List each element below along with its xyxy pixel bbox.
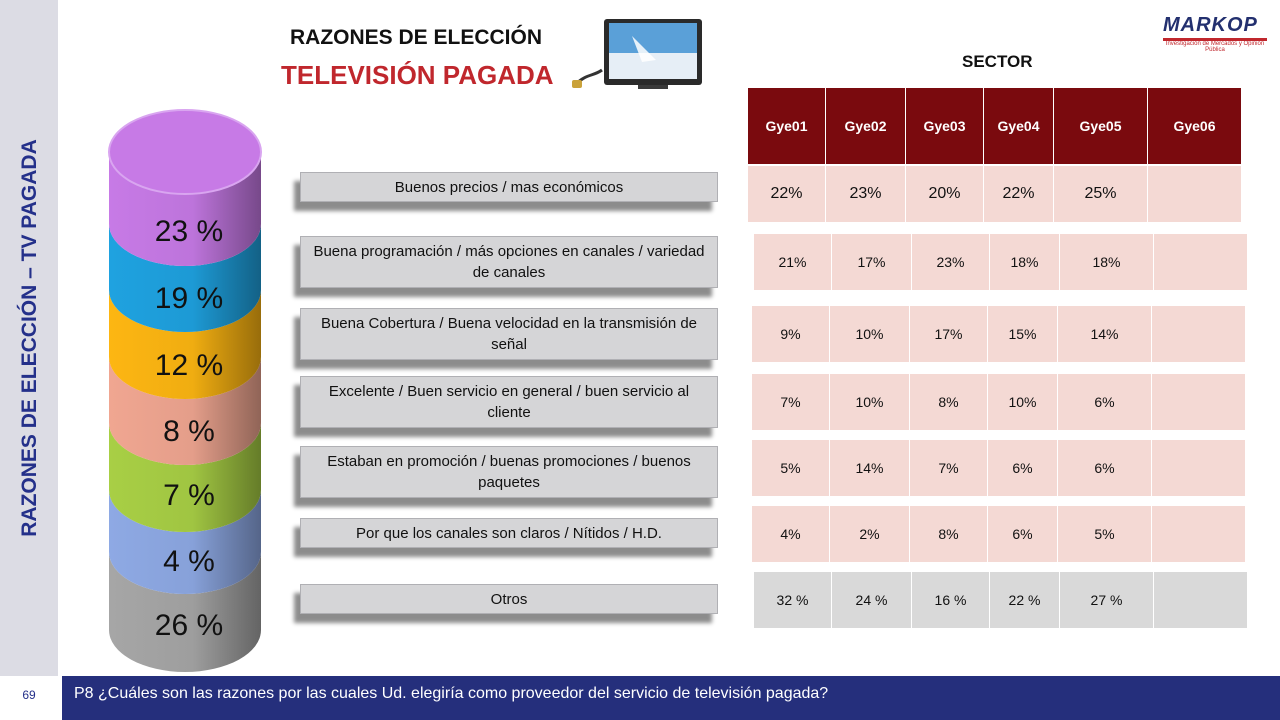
table-cell: 18%: [990, 234, 1060, 290]
reason-box: Estaban en promoción / buenas promociones / buenos paquetes: [300, 446, 718, 498]
table-cell: [1152, 374, 1246, 430]
table-cell: 20%: [906, 166, 984, 222]
table-cell: 2%: [830, 506, 910, 562]
table-cell: 6%: [988, 506, 1058, 562]
table-cell: 16 %: [912, 572, 990, 628]
cylinder-label-4: 8 %: [163, 415, 215, 448]
logo-subtitle: Investigación de Mercados y Opinión Pública: [1165, 41, 1265, 53]
column-header: Gye01: [748, 88, 826, 164]
reason-box: Buena Cobertura / Buena velocidad en la transmisión de señal: [300, 308, 718, 360]
reason-box: Excelente / Buen servicio en general / buen servicio al cliente: [300, 376, 718, 428]
page-title-line1: RAZONES DE ELECCIÓN: [290, 26, 543, 49]
table-row: [752, 506, 1246, 562]
column-header: Gye06: [1148, 88, 1242, 164]
table-cell: 32 %: [754, 572, 832, 628]
table-cell: 25%: [1054, 166, 1148, 222]
table-cell: 7%: [910, 440, 988, 496]
table-cell: 10%: [988, 374, 1058, 430]
table-cell: 6%: [1058, 374, 1152, 430]
table-cell: [1152, 306, 1246, 362]
table-cell: 8%: [910, 506, 988, 562]
table-cell: 15%: [988, 306, 1058, 362]
table-cell: [1152, 506, 1246, 562]
table-cell: 24 %: [832, 572, 912, 628]
reason-box: Por que los canales son claros / Nítidos / H.D.: [300, 518, 718, 548]
table-cell: 23%: [826, 166, 906, 222]
cylinder-label-6: 4 %: [163, 545, 215, 578]
table-cell: 21%: [754, 234, 832, 290]
table-cell: [1154, 572, 1248, 628]
table-cell: [1148, 166, 1242, 222]
table-cell: 23%: [912, 234, 990, 290]
table-cell: 14%: [1058, 306, 1152, 362]
page-title-line2: TELEVISIÓN PAGADA: [281, 60, 554, 90]
cylinder-label-3: 12 %: [154, 349, 224, 382]
page-number: 69: [22, 688, 36, 702]
column-header: Gye02: [826, 88, 906, 164]
table-cell: 4%: [752, 506, 830, 562]
table-cell: 5%: [752, 440, 830, 496]
table-row: [754, 572, 1248, 628]
table-cell: 22%: [748, 166, 826, 222]
table-cell: [1152, 440, 1246, 496]
cylinder-label-5: 7 %: [163, 479, 215, 512]
table-cell: 27 %: [1060, 572, 1154, 628]
table-cell: 17%: [910, 306, 988, 362]
reason-box: Buenos precios / mas económicos: [300, 172, 718, 202]
table-cell: 10%: [830, 306, 910, 362]
table-cell: 6%: [988, 440, 1058, 496]
table-cell: 14%: [830, 440, 910, 496]
stacked-cylinder-chart: [0, 0, 290, 676]
table-cell: 9%: [752, 306, 830, 362]
table-cell: [1154, 234, 1248, 290]
table-cell: 22%: [984, 166, 1054, 222]
table-cell: 18%: [1060, 234, 1154, 290]
reason-box: Buena programación / más opciones en canales / variedad de canales: [300, 236, 718, 288]
column-header: Gye05: [1054, 88, 1148, 164]
logo-text: MARKOP: [1163, 14, 1258, 36]
markop-logo: [1163, 14, 1267, 53]
column-header: Gye04: [984, 88, 1054, 164]
table-cell: 6%: [1058, 440, 1152, 496]
table-row: [752, 374, 1246, 430]
footer-question: P8 ¿Cuáles son las razones por las cuales Ud. elegiría como proveedor del servicio de televisión pagada?: [62, 676, 1280, 720]
table-row: [752, 440, 1246, 496]
table-cell: 8%: [910, 374, 988, 430]
cylinder-label-1: 23 %: [154, 215, 224, 248]
table-cell: 10%: [830, 374, 910, 430]
cylinder-label-2: 19 %: [154, 282, 224, 315]
cable-connector-icon: [572, 70, 602, 88]
cylinder-label-7: 26 %: [154, 609, 224, 642]
side-title: RAZONES DE ELECCIÓN – TV PAGADA: [18, 139, 41, 537]
column-header: Gye03: [906, 88, 984, 164]
cylinder-top-cap: [109, 110, 261, 194]
table-cell: 5%: [1058, 506, 1152, 562]
table-header: [748, 88, 1242, 164]
sector-label: SECTOR: [962, 52, 1033, 71]
table-row: [748, 166, 1242, 222]
table-cell: 17%: [832, 234, 912, 290]
table-row: [754, 234, 1248, 290]
television-icon: [572, 18, 704, 92]
table-cell: 22 %: [990, 572, 1060, 628]
table-row: [752, 306, 1246, 362]
reason-box: Otros: [300, 584, 718, 614]
table-cell: 7%: [752, 374, 830, 430]
